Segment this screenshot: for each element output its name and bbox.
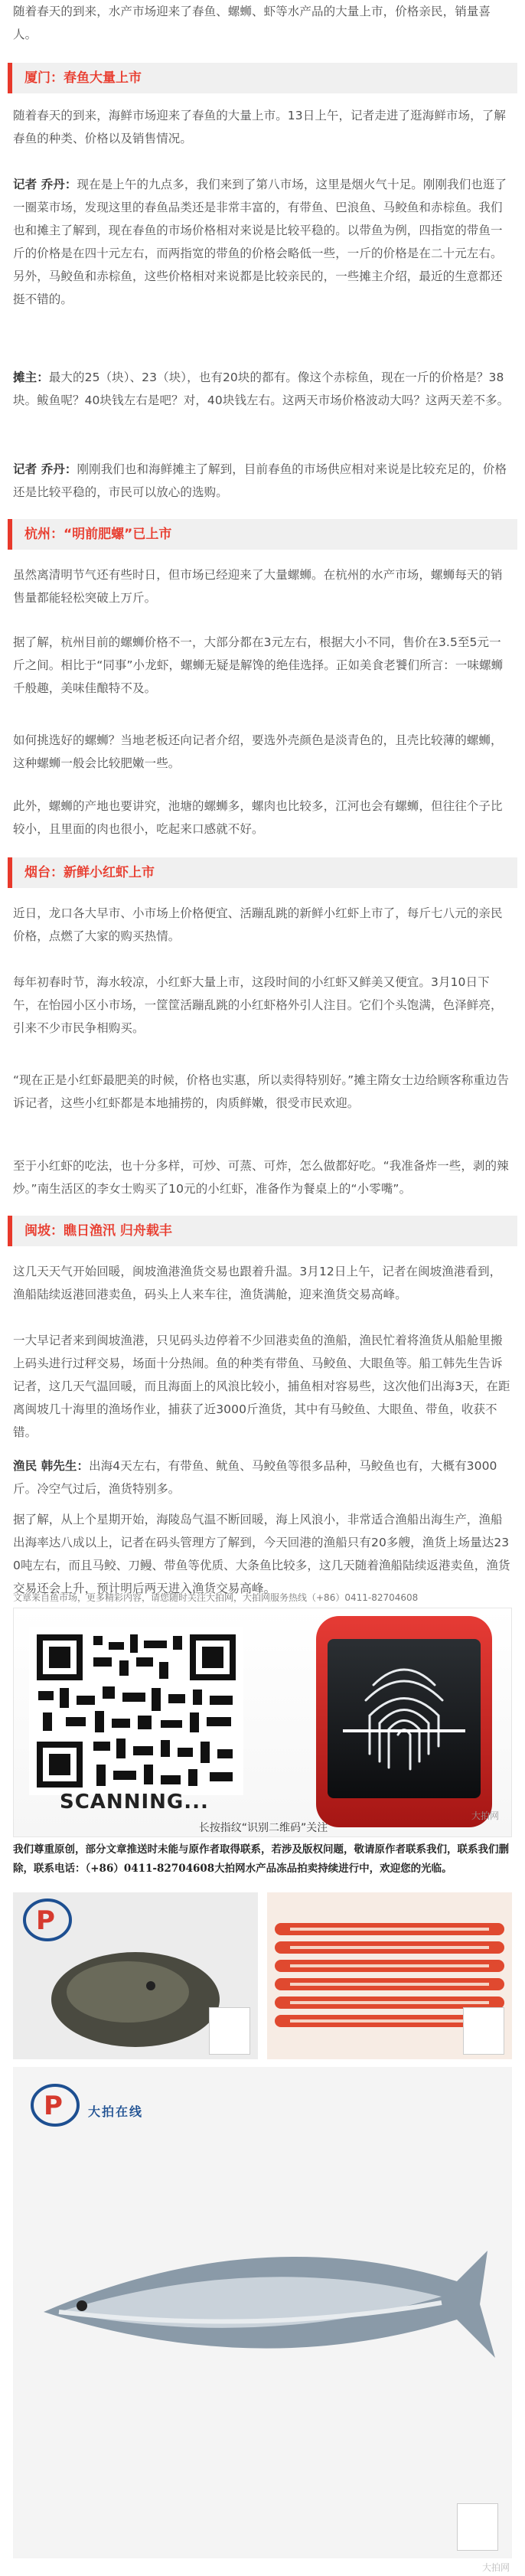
small-qr-code[interactable]: [463, 2007, 504, 2055]
paragraph: 摊主：最大的25（块）、23（块），也有20块的都有。像这个赤棕鱼，现在一斤的价格是？38块。鲅鱼呢？40块钱左右是吧？对，40块钱左右。这两天市场价格波动大吗？这两天差不多。: [13, 371, 510, 407]
scanning-text: SCANNING...: [60, 1791, 209, 1814]
qr-code-image[interactable]: [29, 1627, 243, 1795]
small-qr-code[interactable]: [209, 2007, 250, 2055]
paragraph: 此外，螺蛳的产地也要讲究，池塘的螺蛳多，螺肉也比较多，江河也会有螺蛳，但往往个子比较小，且里面的肉也很小，吃起来口感就不好。: [13, 799, 503, 836]
brand-logo-text: 大拍在线: [88, 2104, 144, 2119]
section-header-xiamen: [8, 63, 517, 93]
brand-logo: [21, 1897, 135, 1943]
paragraph: 据了解，杭州目前的螺蛳价格不一，大部分都在3元左右，根据大小不同，售价在3.5至5元一斤之间。相比于“同事”小龙虾，螺蛳无疑是解馋的绝佳选择。正如美食老饕们所言：一味螺蛳千般趣，美味佳酿特不及。: [13, 635, 504, 695]
dapai-logo-icon: [28, 2082, 82, 2128]
section-title: 闽坡：瞧日渔汛 归舟载丰: [24, 1223, 172, 1239]
paragraph: 虽然离清明节气还有些时日，但市场已经迎来了大量螺蛳。在杭州的水产市场，螺蛳每天的销售量都能轻松突破上万斤。: [13, 568, 503, 605]
small-qr-code[interactable]: [457, 2503, 498, 2551]
paragraph: 每年初春时节，海水较凉，小红虾大量上市，这段时间的小红虾又鲜美又便宜。3月10日下午，在怡园小区小市场，一筐筐活蹦乱跳的小红虾格外引人注目。它们个头饱满，色泽鲜亮，引来不少市民争相购买。: [13, 975, 503, 1035]
paragraph: 渔民 韩先生：出海4天左右，有带鱼、鱿鱼、马鲛鱼等很多品种，马鲛鱼也有，大概有3000斤。冷空气过后，渔货特别多。: [13, 1459, 497, 1496]
paragraph: 记者 乔丹：刚刚我们也和海鲜摊主了解到，目前春鱼的市场供应相对来说是比较充足的，价格还是比较平稳的，市民可以放心的选购。: [13, 462, 507, 499]
bottom-watermark: 大拍网: [481, 2562, 510, 2573]
section-title: 厦门：春鱼大量上市: [24, 70, 142, 86]
source-note: 文章来自鱼市场，更多精彩内容，请您随时关注大拍网，大拍网服务热线（+86）0411-82704608: [13, 1592, 419, 1603]
svg-text:P: P: [44, 2091, 63, 2121]
banner-watermark: 大拍网: [471, 1810, 499, 1821]
paragraph: 这几天天气开始回暖，闽坡渔港渔货交易也跟着升温。3月12日上午，记者在闽坡渔港看到，渔船陆续返港回港卖鱼，码头上人来车往，渔货满舱，迎来渔货交易高峰。: [13, 1265, 502, 1301]
product-photo-fish-head: [13, 1892, 258, 2059]
paragraph: 至于小红虾的吃法，也十分多样，可炒、可蒸、可炸，怎么做都好吃。“我准备炸一些，剥的辣炒。”南生活区的李女士购买了10元的小红虾，准备作为餐桌上的“小零嘴”。: [13, 1159, 509, 1196]
product-photo-saury: [13, 2067, 512, 2558]
banner-caption: 长按指纹“识别二维码”关注: [198, 1822, 328, 1834]
section-header-minpo: [8, 1216, 517, 1246]
paragraph: 随着春天的到来，海鲜市场迎来了春鱼的大量上市。13日上午，记者走进了逛海鲜市场，了解春鱼的种类、价格以及销售情况。: [13, 109, 506, 145]
paragraph: 近日，龙口各大早市、小市场上价格便宜、活蹦乱跳的新鲜小红虾上市了，每斤七八元的亲民价格，点燃了大家的购买热情。: [13, 906, 503, 943]
section-title: 杭州：“明前肥螺”已上市: [24, 527, 172, 542]
follow-banner: [13, 1608, 512, 1837]
fingerprint-phone-graphic: [316, 1616, 492, 1827]
speaker-label: 记者 乔丹：: [13, 178, 77, 191]
section-title: 烟台：新鲜小红虾上市: [24, 865, 155, 880]
fish-head-image: [44, 1938, 227, 2053]
paragraph: 记者 乔丹：现在是上午的九点多，我们来到了第八市场，这里是烟火气十足。刚刚我们也逛了一圈菜市场，发现这里的春鱼品类还是非常丰富的，有带鱼、巴浪鱼、马鲛鱼和赤棕鱼。我们也和摊主了解到，现在春鱼的市场价格相对来说是比较平稳的。以带鱼为例，四指宽的带鱼一斤的价格是在四十元左右，而两指宽的带鱼的价格会略低一些，一斤的价格是在二十元左右。另外，马鲛鱼和赤棕鱼，这些价格相对来说都是比较亲民的，一些摊主介绍，最近的生意都还挺不错的。: [13, 178, 507, 306]
product-photo-crab-legs: [267, 1892, 512, 2059]
svg-text:P: P: [36, 1905, 55, 1936]
intro-paragraph: 随着春天的到来，水产市场迎来了春鱼、螺蛳、虾等水产品的大量上市，价格亲民，销量喜人。: [13, 5, 491, 41]
paragraph: 一大早记者来到闽坡渔港，只见码头边停着不少回港卖鱼的渔船，渔民忙着将渔货从船舱里搬上码头进行过秤交易，场面十分热闹。鱼的种类有带鱼、马鲛鱼、大眼鱼等。船工韩先生告诉记者，这几天气温回暖，而且海面上的风浪比较小，捕鱼相对容易些，这次他们出海3天，在距离闽坡几十海里的渔场作业，捕获了近3000斤渔货，其中有马鲛鱼、大眼鱼、带鱼，收获不错。: [13, 1334, 510, 1439]
fingerprint-icon[interactable]: [328, 1639, 481, 1798]
phone-screen: [328, 1639, 481, 1798]
speaker-label: 渔民 韩先生：: [13, 1459, 90, 1473]
copyright-notice: 我们尊重原创，部分文章推送时未能与原作者取得联系，若涉及版权问题，敬请原作者联系我们，联系我们删除，联系电话：（+86）0411-82704608大拍网水产品冻品拍卖持续进行中，欢迎您的光临。: [13, 1843, 509, 1875]
section-header-yantai: [8, 857, 517, 888]
dapai-logo-icon: [21, 1897, 74, 1943]
section-header-hangzhou: [8, 519, 517, 550]
speaker-label: 记者 乔丹：: [13, 462, 77, 476]
paragraph: 据了解，从上个星期开始，海陵岛气温不断回暖，海上风浪小，非常适合渔船出海生产，渔船出海率达八成以上，记者在码头管理方了解到，今天回港的渔船只有20多艘，渔货上场量达230吨左右，而且马鲛、刀鳗、带鱼等优质、大条鱼比较多，这几天随着渔船陆续返港卖鱼，渔货交易还会上升，预计明后两天进入渔货交易高峰。: [13, 1513, 510, 1595]
paragraph: 如何挑选好的螺蛳？当地老板还向记者介绍，要选外壳颜色是淡青色的，且壳比较薄的螺蛳，这种螺蛳一般会比较肥嫩一些。: [13, 733, 503, 770]
saury-fish-image: [28, 2205, 497, 2404]
speaker-label: 摊主：: [13, 371, 49, 384]
paragraph: “现在正是小红虾最肥美的时候，价格也实惠，所以卖得特别好。”摊主隋女士边给顾客称重边告诉记者，这些小红虾都是本地捕捞的，肉质鲜嫩，很受市民欢迎。: [13, 1073, 510, 1110]
